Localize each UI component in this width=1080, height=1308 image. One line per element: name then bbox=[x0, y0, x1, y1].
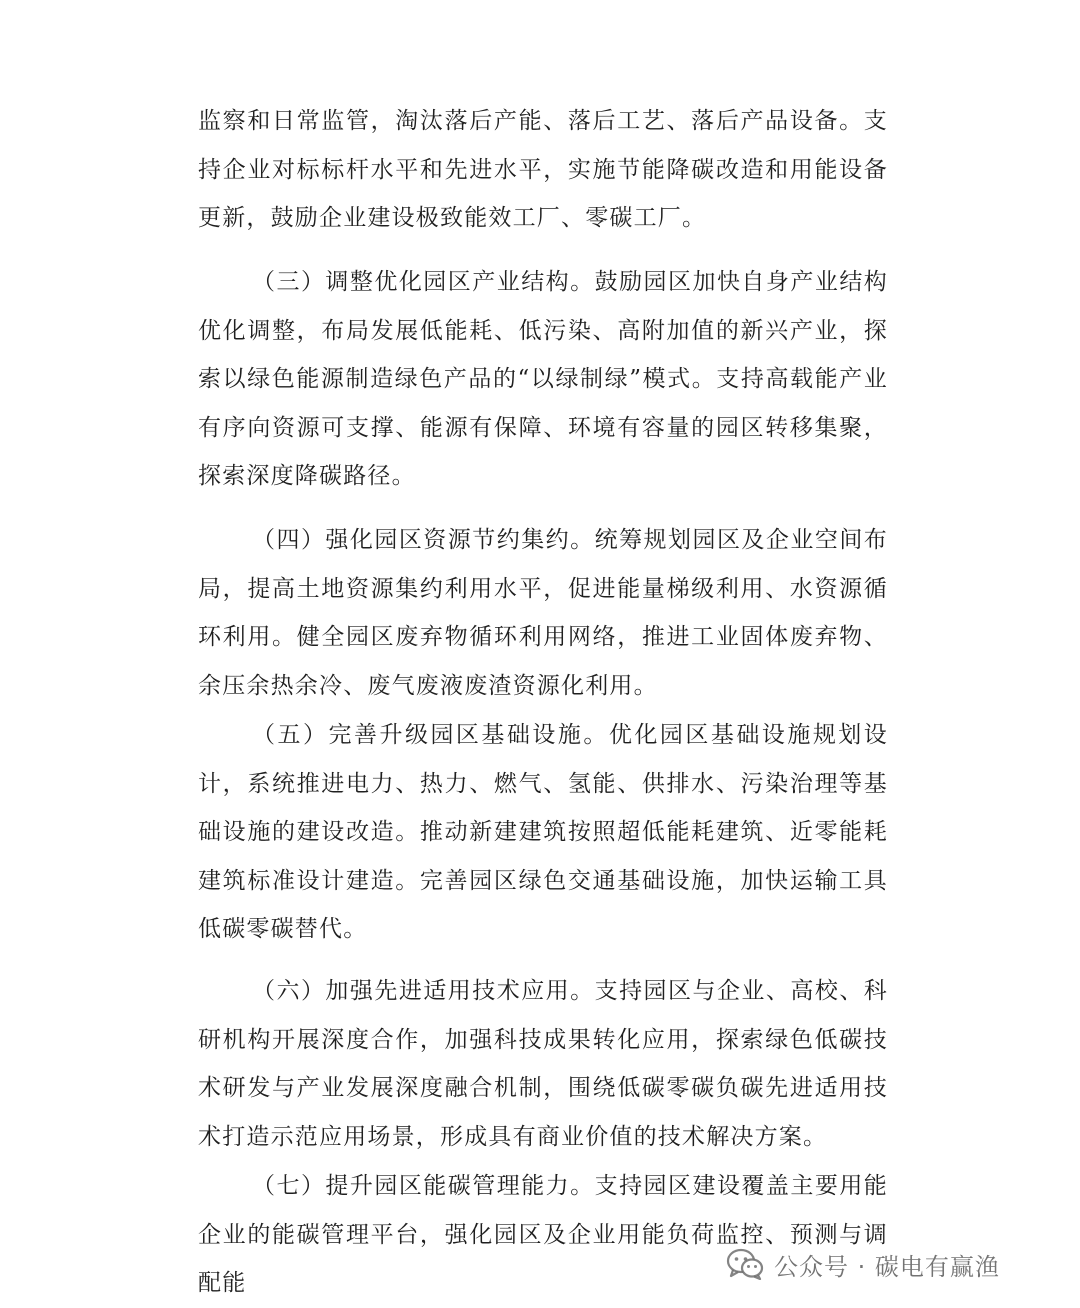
paragraph-section-6: （六）加强先进适用技术应用。支持园区与企业、高校、科研机构开展深度合作，加强科技成果转化应用，探索绿色低碳技术研发与产业发展深度融合机制，围绕低碳零碳负碳先进适用技术打造示范应用场景，形成具有商业价值的技术解决方案。 bbox=[198, 978, 888, 1150]
paragraph-continuation: 监察和日常监管，淘汰落后产能、落后工艺、落后产品设备。支持企业对标标杆水平和先进水平，实施节能降碳改造和用能设备更新，鼓励企业建设极致能效工厂、零碳工厂。 bbox=[198, 108, 888, 231]
watermark bbox=[726, 1244, 1000, 1284]
paragraph-section-4: （四）强化园区资源节约集约。统筹规划园区及企业空间布局，提高土地资源集约利用水平，促进能量梯级利用、水资源循环利用。健全园区废弃物循环利用网络，推进工业固体废弃物、余压余热余冷、废气废液废渣资源化利用。 bbox=[198, 527, 888, 699]
paragraph-section-5: （五）完善升级园区基础设施。优化园区基础设施规划设计，系统推进电力、热力、燃气、氢能、供排水、污染治理等基础设施的建设改造。推动新建建筑按照超低能耗建筑、近零能耗建筑标准设计建造。完善园区绿色交通基础设施，加快运输工具低碳零碳替代。 bbox=[198, 722, 888, 942]
paragraph-section-7: （七）提升园区能碳管理能力。支持园区建设覆盖主要用能企业的能碳管理平台，强化园区及企业用能负荷监控、预测与调配能 bbox=[198, 1173, 888, 1296]
paragraph-section-3: （三）调整优化园区产业结构。鼓励园区加快自身产业结构优化调整，布局发展低能耗、低污染、高附加值的新兴产业，探索以绿色能源制造绿色产品的“以绿制绿”模式。支持高载能产业有序向资源可支撑、能源有保障、环境有容量的园区转移集聚，探索深度降碳路径。 bbox=[198, 269, 888, 489]
wechat-icon bbox=[726, 1248, 764, 1280]
watermark-text: 公众号 · 碳电有赢渔 bbox=[774, 1252, 1000, 1281]
